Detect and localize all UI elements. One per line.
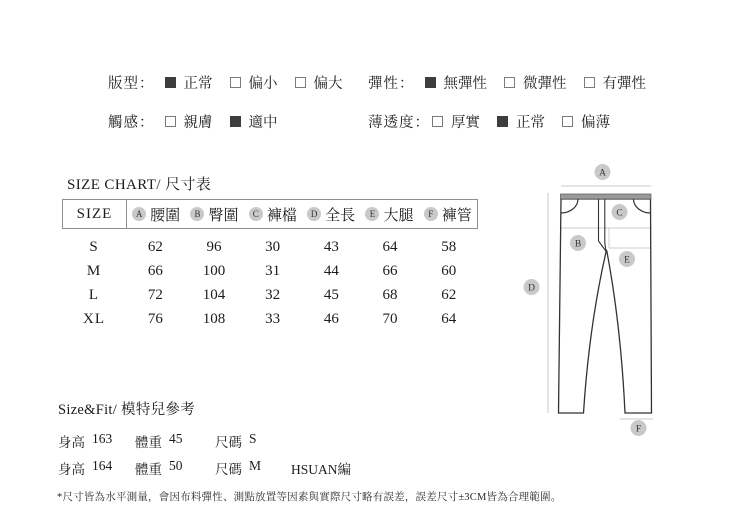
- model-size: [215, 431, 277, 451]
- attr-option-label: 偏大: [313, 76, 343, 92]
- height-label: 身高: [58, 435, 85, 450]
- checkbox-unchecked-icon: [584, 77, 595, 88]
- value-cell: 68: [382, 286, 398, 303]
- value-cell: 46: [323, 310, 339, 327]
- attr-elasticity-option-slight: [504, 72, 567, 93]
- column-header-length: [302, 204, 360, 225]
- column-header-hem: [419, 204, 477, 225]
- checkbox-unchecked-icon: [562, 116, 573, 127]
- column-header-hip: [185, 204, 243, 225]
- attr-sheerness-option-thin: [562, 111, 610, 132]
- attr-row-fit: [108, 72, 343, 93]
- letter-e-badge: E: [365, 207, 379, 221]
- svg-text:F: F: [635, 424, 642, 435]
- svg-text:A: A: [599, 168, 606, 179]
- model-weight: [135, 431, 215, 451]
- size-label: 尺碼: [215, 435, 242, 450]
- size-cell: L: [88, 286, 100, 303]
- value-cell: 66: [147, 262, 163, 279]
- size-label: 尺碼: [215, 462, 242, 477]
- attr-sheerness-option-thick: [432, 111, 480, 132]
- fly-line: [605, 199, 606, 251]
- table-row-s: [62, 235, 478, 259]
- attr-option-label: 無彈性: [443, 76, 487, 92]
- height-value: 164: [92, 458, 113, 473]
- letter-b-badge: B: [190, 207, 204, 221]
- model-weight: [135, 458, 215, 478]
- value-cell: 64: [441, 310, 457, 327]
- label-d-badge: [524, 279, 540, 295]
- value-cell: 43: [323, 238, 339, 255]
- attr-option-label: 有彈性: [602, 76, 646, 92]
- left-pocket-curve: [561, 199, 578, 213]
- size-fit-title: Size&Fit/ 模特兒參考: [58, 402, 196, 418]
- label-e-badge: [619, 251, 635, 267]
- column-name: 褲檔: [266, 207, 297, 224]
- size-value: M: [249, 458, 262, 473]
- attr-option-label: 微彈性: [523, 76, 567, 92]
- column-name: 大腿: [383, 207, 414, 224]
- attr-fit-option-small: [230, 72, 278, 93]
- waistband: [561, 194, 652, 199]
- weight-label: 體重: [135, 462, 162, 477]
- size-table: [62, 199, 478, 331]
- disclaimer-footnote: *尺寸皆為水平測量，會因布料彈性、測點放置等因素與實際尺寸略有誤差，誤差尺寸±3CM皆為合理範圍。: [57, 492, 562, 503]
- label-f-badge: [631, 420, 647, 436]
- value-cell: 66: [382, 262, 398, 279]
- attr-option-label: 厚實: [451, 115, 480, 131]
- model-note: HSUAN編: [291, 462, 352, 477]
- attr-fit-label: 版型：: [108, 76, 155, 92]
- letter-c-badge: C: [249, 207, 263, 221]
- column-header-rise: [244, 204, 302, 225]
- table-row-l: [62, 283, 478, 307]
- value-cell: 58: [441, 238, 457, 255]
- table-row-xl: [62, 307, 478, 331]
- label-a-badge: [595, 164, 611, 180]
- size-value: S: [249, 431, 257, 446]
- attr-sheerness-label: 薄透度：: [368, 115, 430, 131]
- size-table-body: [62, 235, 478, 331]
- label-b-badge: [570, 235, 586, 251]
- attr-row-touch: [108, 111, 278, 132]
- pants-measurement-diagram: [515, 155, 750, 455]
- attr-option-label: 親膚: [183, 115, 213, 131]
- value-cell: 33: [265, 310, 281, 327]
- size-fit-section: [58, 398, 351, 485]
- weight-value: 50: [169, 458, 183, 473]
- value-cell: 45: [323, 286, 339, 303]
- attr-row-sheerness: [368, 111, 610, 132]
- attr-row-elasticity: [368, 72, 646, 93]
- svg-text:C: C: [616, 208, 623, 219]
- attr-touch-label: 觸感：: [108, 115, 155, 131]
- value-cell: 108: [202, 310, 226, 327]
- weight-label: 體重: [135, 435, 162, 450]
- value-cell: 76: [147, 310, 163, 327]
- value-cell: 96: [206, 238, 222, 255]
- value-cell: 32: [265, 286, 281, 303]
- model-size: [215, 458, 277, 478]
- checkbox-checked-icon: [497, 116, 508, 127]
- value-cell: 70: [382, 310, 398, 327]
- attr-fit-option-large: [295, 72, 343, 93]
- letter-d-badge: D: [307, 207, 321, 221]
- weight-value: 45: [169, 431, 183, 446]
- attr-option-label: 正常: [516, 115, 545, 131]
- model-row: [58, 458, 351, 478]
- model-row: [58, 431, 351, 451]
- column-name: 腰圍: [150, 207, 181, 224]
- size-column-header: SIZE: [63, 200, 127, 228]
- checkbox-unchecked-icon: [504, 77, 515, 88]
- size-cell: S: [89, 238, 99, 255]
- value-cell: 64: [382, 238, 398, 255]
- model-height: [58, 458, 135, 478]
- model-height: [58, 431, 135, 451]
- svg-text:B: B: [574, 239, 582, 250]
- size-cell: M: [86, 262, 102, 279]
- size-table-header: [62, 199, 478, 229]
- height-value: 163: [92, 431, 113, 446]
- attr-option-label: 正常: [183, 76, 213, 92]
- column-name: 褲管: [441, 207, 472, 224]
- checkbox-unchecked-icon: [295, 77, 306, 88]
- table-row-m: [62, 259, 478, 283]
- attr-elasticity-label: 彈性：: [368, 76, 415, 92]
- attr-elasticity-option-stretchy: [584, 72, 647, 93]
- value-cell: 72: [147, 286, 163, 303]
- value-cell: 100: [202, 262, 226, 279]
- column-header-thigh: [360, 204, 418, 225]
- svg-text:D: D: [528, 283, 535, 294]
- attr-fit-option-normal: [165, 72, 213, 93]
- checkbox-checked-icon: [165, 77, 176, 88]
- svg-text:E: E: [624, 255, 630, 266]
- attr-sheerness-option-normal: [497, 111, 545, 132]
- checkbox-checked-icon: [230, 116, 241, 127]
- size-cell: XL: [83, 310, 105, 327]
- value-cell: 44: [323, 262, 339, 279]
- attr-option-label: 偏小: [248, 76, 278, 92]
- value-cell: 62: [441, 286, 457, 303]
- height-label: 身高: [58, 462, 85, 477]
- attr-elasticity-option-none: [425, 72, 488, 93]
- value-cell: 62: [147, 238, 163, 255]
- checkbox-unchecked-icon: [165, 116, 176, 127]
- value-cell: 30: [265, 238, 281, 255]
- attr-touch-option-skin: [165, 111, 213, 132]
- checkbox-checked-icon: [425, 77, 436, 88]
- value-cell: 104: [202, 286, 226, 303]
- checkbox-unchecked-icon: [230, 77, 241, 88]
- column-name: 全長: [325, 207, 356, 224]
- column-name: 臀圍: [208, 207, 239, 224]
- value-cell: 31: [265, 262, 281, 279]
- attr-option-label: 適中: [248, 115, 278, 131]
- checkbox-unchecked-icon: [432, 116, 443, 127]
- label-c-badge: [612, 204, 628, 220]
- size-chart-title: SIZE CHART/ 尺寸表: [67, 177, 212, 193]
- attr-option-label: 偏薄: [581, 115, 610, 131]
- column-header-waist: [127, 204, 185, 225]
- value-cell: 60: [441, 262, 457, 279]
- attr-touch-option-medium: [230, 111, 278, 132]
- letter-f-badge: F: [424, 207, 438, 221]
- letter-a-badge: A: [132, 207, 146, 221]
- right-pocket-curve: [634, 199, 651, 213]
